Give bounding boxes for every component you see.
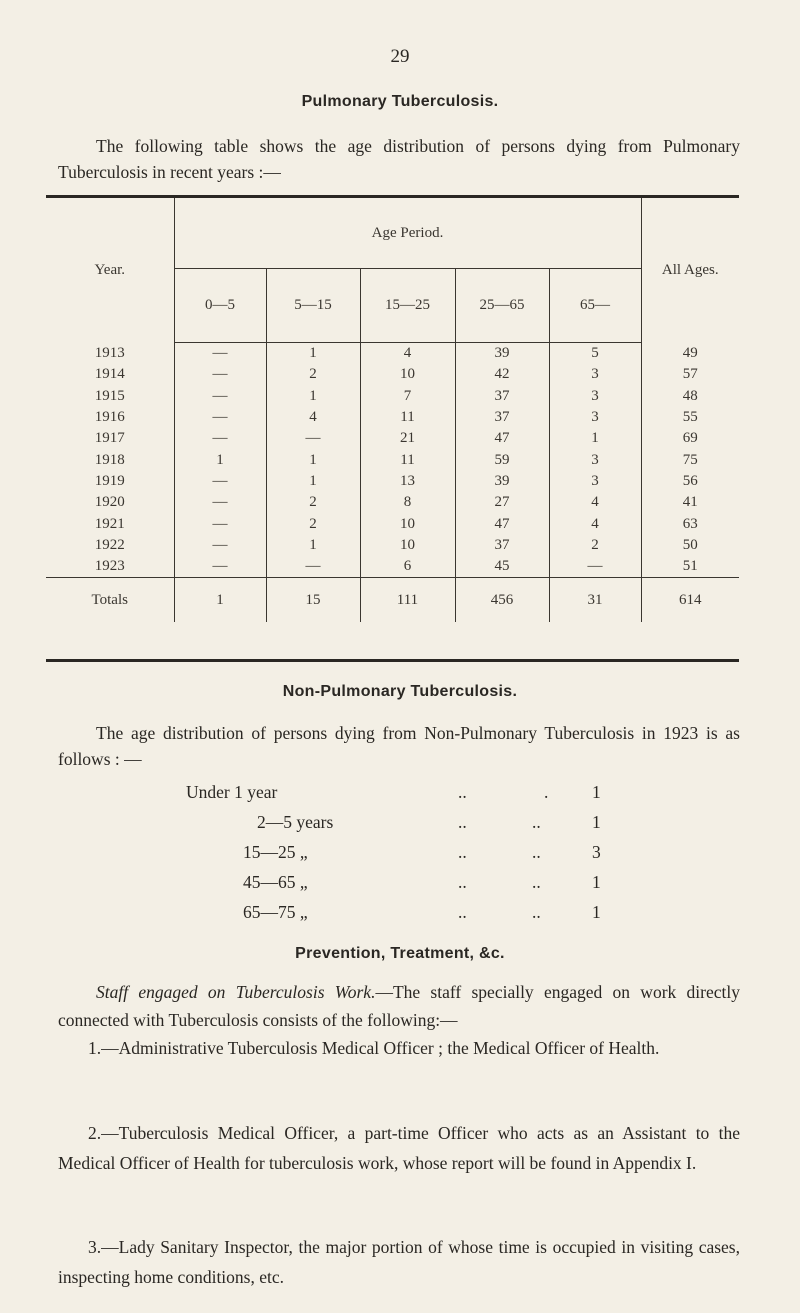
pulmonary-heading: Pulmonary Tuberculosis. <box>301 93 499 110</box>
all-ages-cell: 48 <box>641 386 739 407</box>
age-cell: 47 <box>455 428 549 449</box>
age-cell: 10 <box>360 364 455 385</box>
table-row <box>46 492 739 513</box>
list-item-value: 3 <box>592 842 601 862</box>
non-pulmonary-intro-text: The age distribution of persons dying from Non-Pulmonary Tuberculosis in 1923 is as follows : — <box>58 723 740 769</box>
table-row <box>46 364 739 385</box>
page-number: 29 <box>390 46 410 67</box>
year-cell: 1913 <box>94 344 125 361</box>
age-cell: — <box>174 428 266 449</box>
age-cell: 2 <box>549 535 641 556</box>
age-cell: 8 <box>360 492 455 513</box>
table-bottom-rule <box>46 659 739 662</box>
age-cell: — <box>174 513 266 534</box>
age-cell: — <box>174 364 266 385</box>
age-cell: 37 <box>455 407 549 428</box>
leader-dots: .. <box>458 842 467 862</box>
staff-item-2 <box>58 1118 740 1178</box>
totals-cell: 15 <box>266 578 360 623</box>
all-ages-cell: 41 <box>641 492 739 513</box>
list-item-value: 1 <box>592 812 601 832</box>
staff-item-1 <box>84 1033 740 1063</box>
staff-item-3 <box>58 1232 740 1292</box>
age-cell: — <box>174 407 266 428</box>
totals-cell: 456 <box>455 578 549 623</box>
age-cell: 37 <box>455 386 549 407</box>
age-cell: 1 <box>266 535 360 556</box>
table-row <box>46 513 739 534</box>
age-cell: 1 <box>266 386 360 407</box>
list-item-label: 65—75 „ <box>243 902 308 922</box>
age-cell: 7 <box>360 386 455 407</box>
totals-row <box>46 578 739 623</box>
age-cell: 1 <box>549 428 641 449</box>
table-row <box>46 343 739 365</box>
age-cell: — <box>174 343 266 365</box>
age-cell: 59 <box>455 449 549 470</box>
all-ages-header: All Ages. <box>641 198 739 343</box>
table-body <box>46 343 739 578</box>
all-ages-cell: 55 <box>641 407 739 428</box>
staff-body: —The staff specially engaged on work directly connected with Tuberculosis consists of the following:— <box>58 982 740 1030</box>
age-cell: 13 <box>360 471 455 492</box>
age-period-header: Age Period. <box>174 198 641 269</box>
list-item-value: 1 <box>592 872 601 892</box>
year-cell: 1920 <box>94 494 125 511</box>
age-cell: 4 <box>266 407 360 428</box>
table-row <box>46 407 739 428</box>
age-cell: — <box>266 428 360 449</box>
year-cell: 1923 <box>94 558 125 575</box>
age-cell: 4 <box>549 513 641 534</box>
all-ages-cell: 56 <box>641 471 739 492</box>
table-row <box>46 556 739 578</box>
list-item-label: 45—65 „ <box>243 872 308 892</box>
list-item <box>0 782 800 812</box>
age-cell: — <box>174 386 266 407</box>
list-item <box>0 872 800 902</box>
table-row <box>46 449 739 470</box>
totals-label: Totals <box>46 578 174 623</box>
pulmonary-intro-text: The following table shows the age distribution of persons dying from Pulmonary Tuberculosis in recent years :— <box>58 136 740 182</box>
age-cell: 42 <box>455 364 549 385</box>
list-item-label: Under 1 year <box>186 782 278 802</box>
year-header: Year. <box>94 261 126 278</box>
leader-dots: .. <box>532 842 541 862</box>
year-cell: 1914 <box>94 366 125 383</box>
non-pulmonary-list <box>0 782 800 932</box>
leader-dots: .. <box>458 812 467 832</box>
all-ages-cell: 57 <box>641 364 739 385</box>
age-cell: — <box>174 535 266 556</box>
table-row <box>46 471 739 492</box>
age-cell: 21 <box>360 428 455 449</box>
list-item <box>0 902 800 932</box>
year-cell: 1917 <box>94 430 125 447</box>
age-cell: 3 <box>549 386 641 407</box>
year-cell: 1919 <box>94 472 125 489</box>
age-cell: 3 <box>549 364 641 385</box>
leader-dots: .. <box>458 902 467 922</box>
age-cell: 3 <box>549 471 641 492</box>
leader-dots: . <box>544 782 549 802</box>
age-cell: 10 <box>360 535 455 556</box>
table-row <box>46 535 739 556</box>
non-pulmonary-heading: Non-Pulmonary Tuberculosis. <box>282 683 518 700</box>
age-col-65: 65— <box>549 269 641 343</box>
all-ages-cell: 63 <box>641 513 739 534</box>
all-ages-cell: 51 <box>641 556 739 578</box>
age-cell: 1 <box>266 449 360 470</box>
leader-dots: .. <box>532 872 541 892</box>
table-row <box>46 386 739 407</box>
age-cell: 3 <box>549 407 641 428</box>
age-cell: 10 <box>360 513 455 534</box>
age-cell: — <box>174 471 266 492</box>
age-cell: 6 <box>360 556 455 578</box>
list-item-label: 15—25 „ <box>243 842 308 862</box>
staff-label: Staff engaged on Tuberculosis Work. <box>96 982 376 1002</box>
year-cell: 1922 <box>94 536 125 553</box>
leader-dots: .. <box>532 902 541 922</box>
list-item-label: 2—5 years <box>257 812 334 832</box>
all-ages-cell: 50 <box>641 535 739 556</box>
totals-cell: 111 <box>360 578 455 623</box>
prevention-heading: Prevention, Treatment, &c. <box>295 945 505 962</box>
pulmonary-intro <box>58 133 740 185</box>
staff-item-text: 2.—Tuberculosis Medical Officer, a part-time Officer who acts as an Assistant to the Medical Officer of Health for tuberculosis work, whose report will be found in Appendix I. <box>58 1123 740 1173</box>
age-cell: 27 <box>455 492 549 513</box>
list-item <box>0 812 800 842</box>
year-cell: 1916 <box>94 409 125 426</box>
staff-paragraph <box>58 978 740 1034</box>
staff-text <box>58 978 740 1034</box>
age-cell: 39 <box>455 343 549 365</box>
age-cell: 45 <box>455 556 549 578</box>
age-cell: 5 <box>549 343 641 365</box>
all-ages-cell: 69 <box>641 428 739 449</box>
leader-dots: .. <box>532 812 541 832</box>
age-cell: — <box>549 556 641 578</box>
year-cell: 1921 <box>94 515 125 532</box>
totals-cell: 1 <box>174 578 266 623</box>
list-item-value: 1 <box>592 902 601 922</box>
age-cell: 4 <box>549 492 641 513</box>
pulmonary-table <box>46 198 739 622</box>
leader-dots: .. <box>458 872 467 892</box>
table-row <box>46 428 739 449</box>
staff-item-text: 1.—Administrative Tuberculosis Medical Officer ; the Medical Officer of Health. <box>88 1038 660 1058</box>
age-cell: 37 <box>455 535 549 556</box>
age-cell: 1 <box>266 471 360 492</box>
year-cell: 1918 <box>94 451 125 468</box>
non-pulmonary-intro <box>58 720 740 772</box>
list-item-value: 1 <box>592 782 601 802</box>
age-cell: 3 <box>549 449 641 470</box>
age-cell: 2 <box>266 492 360 513</box>
age-cell: 2 <box>266 513 360 534</box>
age-cell: 39 <box>455 471 549 492</box>
age-cell: 1 <box>174 449 266 470</box>
totals-cell: 31 <box>549 578 641 623</box>
age-cell: 1 <box>266 343 360 365</box>
age-col-0-5: 0—5 <box>174 269 266 343</box>
year-cell: 1915 <box>94 387 125 404</box>
age-col-25-65: 25—65 <box>455 269 549 343</box>
age-cell: 47 <box>455 513 549 534</box>
age-cell: 11 <box>360 407 455 428</box>
leader-dots: .. <box>458 782 467 802</box>
age-cell: 4 <box>360 343 455 365</box>
age-cell: 11 <box>360 449 455 470</box>
age-cell: — <box>174 556 266 578</box>
all-ages-cell: 49 <box>641 343 739 365</box>
age-cell: — <box>266 556 360 578</box>
staff-item-text: 3.—Lady Sanitary Inspector, the major portion of whose time is occupied in visiting cases, inspecting home conditions, etc. <box>58 1237 740 1287</box>
age-col-5-15: 5—15 <box>266 269 360 343</box>
all-ages-cell: 75 <box>641 449 739 470</box>
age-cell: 2 <box>266 364 360 385</box>
list-item <box>0 842 800 872</box>
totals-cell: 614 <box>641 578 739 623</box>
age-col-15-25: 15—25 <box>360 269 455 343</box>
age-cell: — <box>174 492 266 513</box>
